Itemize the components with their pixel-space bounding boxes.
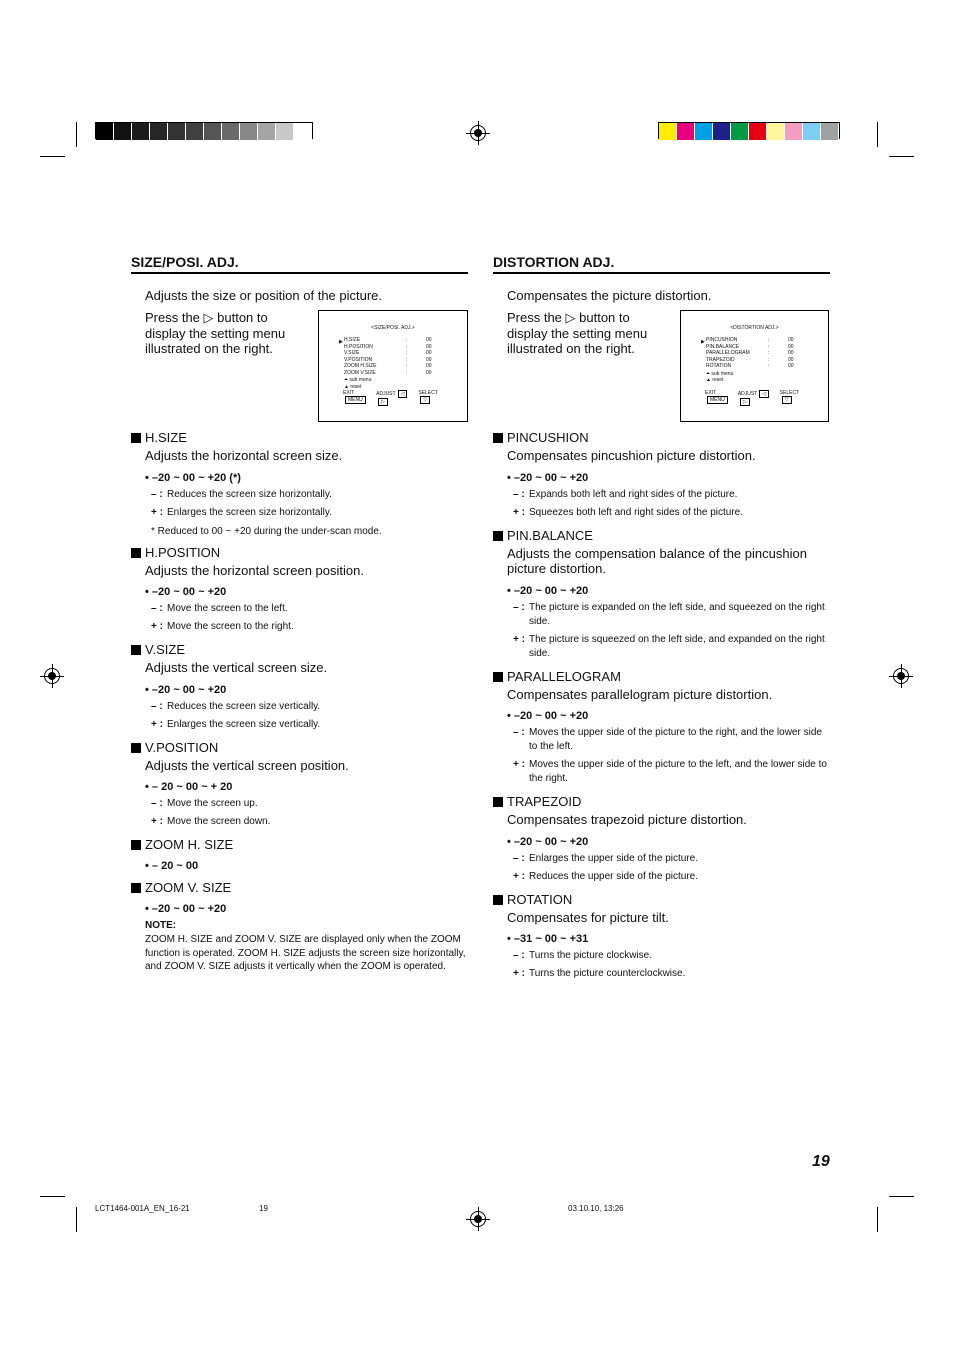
setting-description: Compensates trapezoid picture distortion.	[507, 812, 747, 827]
setting-option-plus	[151, 506, 468, 520]
menu-exit-label: EXIT	[343, 390, 355, 396]
setting-option-plus	[151, 815, 468, 829]
setting-item	[493, 669, 830, 787]
option-symbol: + :	[151, 506, 163, 518]
option-text: Move the screen down.	[167, 816, 271, 827]
option-text: The picture is squeezed on the left side, and expanded on the right side.	[529, 633, 825, 659]
gray-color-bar	[95, 122, 313, 139]
color-swatch	[240, 123, 258, 140]
setting-name: V.SIZE	[145, 642, 185, 657]
option-text: Move the screen up.	[167, 798, 258, 809]
menu-key: MENU	[707, 396, 728, 404]
setting-range: • –20 ~ 00 ~ +20 (*)	[145, 471, 241, 484]
reset-icon: ▲	[344, 383, 349, 390]
color-swatch	[785, 123, 803, 140]
section-intro: Compensates the picture distortion.	[507, 288, 712, 303]
setting-description: Adjusts the vertical screen position.	[145, 757, 349, 773]
bullet-square-icon	[493, 895, 503, 905]
setting-range: • –31 ~ 00 ~ +31	[507, 933, 589, 945]
menu-row-label: H.SIZE	[344, 337, 361, 343]
setting-heading	[493, 892, 830, 907]
setting-item	[493, 794, 830, 884]
menu-row-label: PARALLELOGRAM	[706, 350, 750, 356]
menu-row-value: 00	[788, 350, 794, 356]
option-text: Move the screen to the right.	[167, 621, 294, 632]
setting-range: • – 20 ~ 00	[145, 860, 199, 872]
right-key-icon: ▷	[378, 398, 388, 406]
setting-item	[493, 528, 830, 661]
menu-row-label: V.POSITION	[344, 356, 373, 363]
bullet-square-icon	[131, 433, 141, 443]
bullet-square-icon	[131, 840, 141, 850]
menu-reset: reset	[712, 377, 724, 383]
setting-item	[493, 892, 830, 982]
menu-row-sep: :	[768, 343, 770, 350]
option-symbol: – :	[151, 603, 163, 614]
setting-heading	[131, 642, 468, 657]
setting-option-plus	[513, 506, 830, 520]
menu-adjust-label: ADJUST	[376, 391, 396, 397]
color-swatch	[677, 123, 695, 140]
setting-name: TRAPEZOID	[507, 794, 582, 809]
footer-page: 19	[259, 1204, 268, 1213]
color-bar	[658, 122, 840, 139]
setting-heading	[131, 430, 468, 445]
color-swatch	[749, 123, 767, 140]
menu-row-label: PINCUSHION	[706, 337, 738, 343]
setting-heading	[493, 669, 830, 684]
menu-title: <SIZE/POSI. ADJ.>	[371, 325, 415, 331]
menu-row-sep: :	[768, 337, 770, 343]
setting-name: V.POSITION	[145, 739, 219, 755]
menu-row-label: TRAPEZOID	[706, 356, 735, 363]
color-swatch	[276, 123, 294, 140]
option-symbol: – :	[151, 700, 163, 712]
menu-row-value: 00	[426, 363, 432, 369]
menu-row-value: 00	[788, 337, 794, 343]
note-body: ZOOM H. SIZE and ZOOM V. SIZE are displayed only when the ZOOM function is operated. ZOOM H. SIZE adjusts the screen size horizontally, and ZOOM V. SIZE adjusts it vertically when the ZOOM is operated.	[145, 934, 466, 972]
option-text: Reduces the screen size horizontally.	[167, 488, 332, 500]
down-key-icon: ▽	[782, 396, 792, 404]
setting-item	[493, 430, 830, 520]
bullet-square-icon	[493, 433, 503, 443]
footer-date: 03.10.10, 13:26	[568, 1204, 624, 1213]
color-swatch	[258, 123, 276, 140]
bullet-square-icon	[493, 531, 503, 541]
setting-item	[131, 837, 468, 872]
setting-option-minus	[151, 488, 468, 502]
setting-name: ZOOM V. SIZE	[145, 880, 232, 895]
menu-row-label: ZOOM H.SIZE	[344, 363, 377, 369]
option-symbol: – :	[513, 852, 525, 864]
setting-item	[131, 740, 468, 830]
setting-name: ROTATION	[507, 891, 573, 907]
menu-row-label: H.POSITION	[344, 343, 373, 350]
menu-row-sep: :	[406, 369, 408, 376]
menu-row-sep: :	[406, 337, 408, 343]
option-symbol: + :	[513, 759, 525, 770]
option-text: Moves the upper side of the picture to the left, and the lower side to the right.	[529, 759, 827, 784]
sub-menu-icon: ⏶	[706, 370, 711, 377]
color-swatch	[803, 123, 821, 140]
color-swatch	[659, 123, 677, 140]
setting-description: Adjusts the horizontal screen position.	[145, 562, 364, 578]
setting-option-plus	[151, 620, 468, 634]
down-key-icon: ▽	[420, 396, 430, 404]
menu-row-value: 00	[426, 350, 432, 356]
option-text: Turns the picture clockwise.	[529, 950, 653, 961]
setting-description: Adjusts the vertical screen size.	[145, 660, 328, 675]
option-symbol: + :	[513, 870, 525, 882]
option-text: Move the screen to the left.	[167, 603, 288, 614]
menu-sub-menu: sub menu	[711, 370, 734, 377]
setting-heading	[131, 545, 468, 560]
menu-row-sep: :	[768, 356, 770, 363]
left-key-icon: ◁	[759, 390, 769, 398]
press-instruction: Press the ▷ button to display the setting menu illustrated on the right.	[145, 310, 286, 356]
setting-option-minus	[513, 852, 830, 866]
setting-option-minus	[513, 949, 830, 963]
section-intro: Adjusts the size or position of the picture.	[145, 288, 383, 303]
setting-option-plus	[513, 633, 830, 661]
color-swatch	[150, 123, 168, 140]
color-swatch	[186, 123, 204, 140]
setting-option-minus	[151, 602, 468, 616]
menu-sub-menu: sub menu	[349, 377, 372, 383]
setting-item	[131, 642, 468, 732]
menu-row-sep: :	[406, 350, 408, 356]
setting-description: Compensates for picture tilt.	[507, 909, 669, 925]
menu-adjust-label: ADJUST	[737, 391, 758, 397]
size-posi-section	[131, 254, 468, 974]
setting-range: • –20 ~ 00 ~ +20	[507, 584, 589, 597]
menu-row-label: ROTATION	[706, 363, 732, 369]
setting-item	[131, 880, 468, 915]
setting-heading	[493, 528, 830, 543]
registration-mark-left-icon	[44, 668, 60, 684]
menu-select-label: SELECT	[779, 390, 800, 396]
setting-range: • – 20 ~ 00 ~ + 20	[145, 781, 233, 793]
option-text: Enlarges the screen size vertically.	[167, 718, 321, 730]
color-swatch	[294, 123, 312, 140]
menu-row-value: 00	[788, 363, 794, 369]
setting-range: • –20 ~ 00 ~ +20	[507, 710, 589, 722]
color-swatch	[695, 123, 713, 140]
menu-reset: reset	[350, 383, 362, 390]
menu-cursor-icon: ▶	[701, 339, 705, 345]
option-symbol: – :	[513, 488, 525, 500]
menu-select-label: SELECT	[418, 390, 438, 396]
bullet-square-icon	[131, 743, 141, 753]
setting-name: PINCUSHION	[507, 430, 589, 445]
setting-name: H.POSITION	[145, 544, 221, 560]
distortion-menu-illustration	[680, 310, 829, 422]
distortion-section	[493, 254, 830, 981]
option-symbol: + :	[513, 968, 525, 979]
setting-item	[131, 430, 468, 537]
setting-heading	[131, 837, 468, 852]
setting-option-minus	[151, 797, 468, 811]
setting-range: • –20 ~ 00 ~ +20	[145, 683, 227, 696]
sub-menu-icon: ⏶	[344, 377, 349, 383]
option-symbol: + :	[151, 816, 163, 827]
setting-heading	[493, 794, 830, 809]
right-key-icon: ▷	[740, 398, 750, 406]
option-text: Reduces the upper side of the picture.	[529, 870, 698, 882]
section-title: DISTORTION ADJ.	[493, 254, 830, 274]
color-swatch	[767, 123, 785, 140]
setting-option-minus	[513, 726, 830, 754]
option-symbol: + :	[513, 506, 525, 518]
setting-option-minus	[513, 601, 830, 629]
color-swatch	[114, 123, 132, 140]
size-posi-menu-illustration	[318, 310, 468, 422]
setting-option-plus	[513, 758, 830, 786]
menu-row-value: 00	[788, 356, 794, 363]
setting-item	[131, 545, 468, 635]
bullet-square-icon	[493, 672, 503, 682]
menu-row-sep: :	[768, 363, 770, 369]
bullet-square-icon	[131, 645, 141, 655]
menu-key: MENU	[345, 396, 366, 404]
option-symbol: + :	[151, 621, 163, 632]
setting-note: * Reduced to 00 ~ +20 during the under-scan mode.	[151, 525, 382, 537]
menu-row-sep: :	[768, 350, 770, 356]
setting-name: PARALLELOGRAM	[507, 668, 621, 684]
setting-option-minus	[513, 488, 830, 502]
registration-mark-bottom-icon	[470, 1211, 486, 1227]
option-text: Squeezes both left and right sides of the picture.	[529, 506, 744, 518]
option-symbol: – :	[513, 727, 525, 738]
menu-title: <DISTORTION ADJ.>	[730, 325, 779, 331]
color-swatch	[222, 123, 240, 140]
bullet-square-icon	[131, 548, 141, 558]
menu-row	[344, 370, 467, 377]
option-text: The picture is expanded on the left side, and squeezed on the right side.	[529, 601, 825, 627]
color-swatch	[168, 123, 186, 140]
setting-option-plus	[151, 718, 468, 732]
menu-row-sep: :	[406, 343, 408, 350]
option-text: Enlarges the upper side of the picture.	[529, 852, 698, 864]
option-symbol: – :	[513, 950, 525, 961]
menu-row-sep: :	[406, 356, 408, 363]
menu-row-label: ZOOM V.SIZE	[344, 369, 376, 376]
menu-row-sep: :	[406, 363, 408, 369]
menu-row-value: 00	[788, 343, 794, 350]
setting-name: H.SIZE	[145, 430, 187, 445]
setting-description: Adjusts the horizontal screen size.	[145, 448, 343, 463]
option-text: Moves the upper side of the picture to the right, and the lower side to the left.	[529, 727, 822, 752]
color-swatch	[96, 123, 114, 140]
color-swatch	[713, 123, 731, 140]
bullet-square-icon	[493, 797, 503, 807]
setting-heading	[493, 430, 830, 445]
setting-description: Compensates pincushion picture distortion.	[507, 448, 756, 463]
menu-row	[706, 363, 828, 370]
setting-heading	[131, 740, 468, 755]
registration-mark-top-icon	[470, 125, 486, 141]
menu-row-label: PIN.BALANCE	[706, 343, 740, 350]
menu-row-label: V.SIZE	[344, 350, 360, 356]
setting-option-plus	[513, 967, 830, 981]
press-instruction: Press the ▷ button to display the setting menu illustrated on the right.	[507, 310, 648, 356]
option-symbol: – :	[151, 488, 163, 500]
color-swatch	[132, 123, 150, 140]
setting-name: ZOOM H. SIZE	[145, 837, 234, 852]
registration-mark-right-icon	[893, 668, 909, 684]
option-text: Turns the picture counterclockwise.	[529, 968, 686, 979]
menu-row-value: 00	[426, 343, 432, 350]
setting-range: • –20 ~ 00 ~ +20	[145, 586, 227, 598]
left-key-icon: ◁	[398, 390, 408, 398]
setting-description: Compensates parallelogram picture distortion.	[507, 686, 773, 702]
bullet-square-icon	[131, 883, 141, 893]
reset-icon: ▲	[706, 377, 711, 383]
setting-range: • –20 ~ 00 ~ +20	[507, 471, 589, 484]
section-title: SIZE/POSI. ADJ.	[131, 254, 468, 274]
footer-file: LCT1464-001A_EN_16-21	[95, 1204, 190, 1213]
page-number: 19	[812, 1153, 830, 1170]
setting-option-plus	[513, 870, 830, 884]
setting-range: • –20 ~ 00 ~ +20	[145, 903, 227, 915]
option-text: Enlarges the screen size horizontally.	[167, 506, 332, 518]
setting-name: PIN.BALANCE	[507, 527, 593, 543]
note-heading: NOTE:	[145, 920, 177, 931]
option-symbol: + :	[151, 718, 163, 730]
setting-option-minus	[151, 700, 468, 714]
menu-row-value: 00	[426, 337, 432, 343]
setting-description: Adjusts the compensation balance of the pincushion picture distortion.	[507, 545, 807, 576]
color-swatch	[731, 123, 749, 140]
menu-cursor-icon: ▶	[339, 339, 343, 345]
setting-heading	[131, 880, 468, 895]
option-symbol: + :	[513, 633, 525, 645]
color-swatch	[204, 123, 222, 140]
option-symbol: – :	[151, 798, 163, 809]
option-text: Expands both left and right sides of the picture.	[529, 488, 738, 500]
menu-exit-label: EXIT	[705, 390, 717, 396]
setting-range: • –20 ~ 00 ~ +20	[507, 835, 589, 848]
option-text: Reduces the screen size vertically.	[167, 700, 321, 712]
menu-row-value: 00	[426, 356, 432, 363]
menu-row-value: 00	[426, 369, 432, 376]
option-symbol: – :	[513, 601, 525, 613]
color-swatch	[821, 123, 839, 140]
